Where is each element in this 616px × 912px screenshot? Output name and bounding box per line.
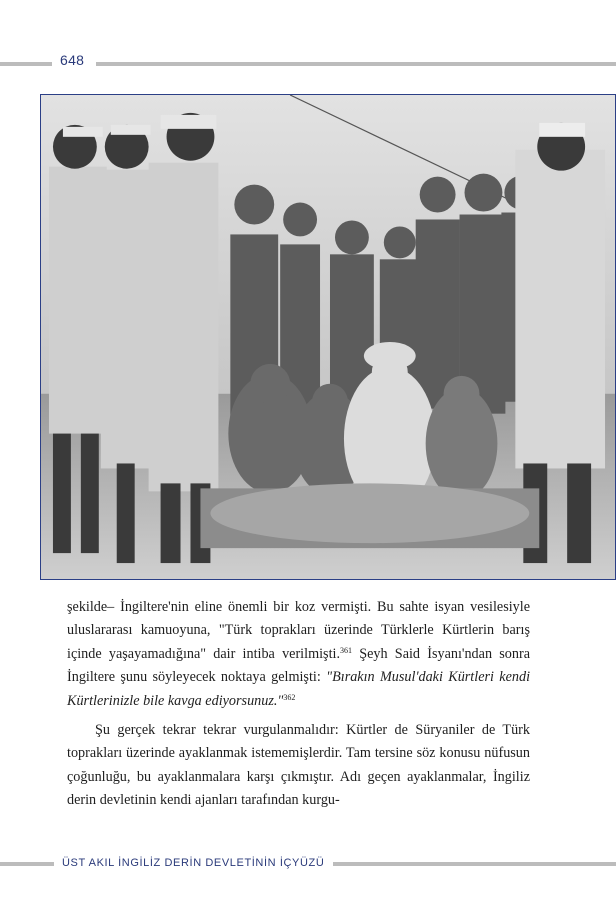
- quote: "Bırakın Musul'daki Kürtleri kendi Kürtlerinizle bile kavga ediyorsunuz.": [67, 669, 531, 709]
- page-number: 648: [60, 52, 85, 68]
- paragraph-1: şekilde– İngiltere'nin eline önemli bir koz vermişti. Bu sahte isyan vesilesiyle uluslararası kamuoyuna, "Türk toprakları üzerinde Türklerle Kürtlerin barış içinde yaşayamadığına" dair intiba verilmişti.$^{361}$ Şeyh Said İsyanı'ndan sonra İngiltere şunu söyleyecek noktaya gelmişti: "Bırakın Musul'daki Kürtleri kendi Kürtlerinizle bile kavga ediyorsunuz."$^{362}$: [67, 599, 531, 709]
- historical-group-photo: [40, 94, 616, 580]
- group-photo-icon: [41, 95, 615, 579]
- footer-rule-right: [333, 862, 616, 866]
- paragraph-2: Şu gerçek tekrar tekrar vurgulanmalıdır: Kürtler de Süryaniler de Türk toprakları üzerinde ayaklanmak istememişlerdir. Tam tersine söz konusu nüfusun çoğunluğu, bu ayaklanmalara karşı çıkmıştır. Adı geçen ayaklanmalar, İngiliz derin devletinin kendi ajanları tarafından kurgu-: [67, 722, 530, 809]
- footnote-ref-362: 362: [283, 692, 296, 702]
- book-title-footer: ÜST AKIL İNGİLİZ DERİN DEVLETİNİN İÇYÜZÜ: [62, 857, 325, 869]
- footnote-ref-361: 361: [340, 645, 352, 655]
- body-text: [67, 596, 530, 813]
- header-rule-left: [0, 62, 52, 66]
- header-rule-right: [96, 62, 616, 66]
- footer-rule-left: [0, 862, 54, 866]
